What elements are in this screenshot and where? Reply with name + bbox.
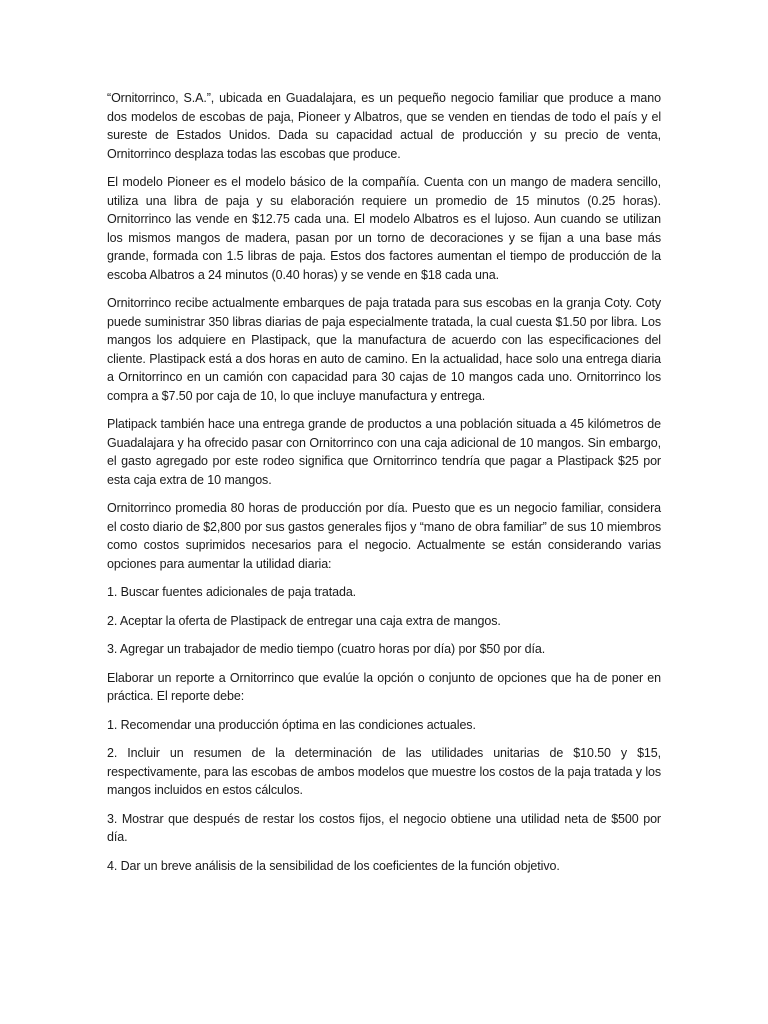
paragraph-platipack-offer: Platipack también hace una entrega grande de productos a una población situada a 45 kilómetros de Guadalajara y ha ofrecido pasar con Ornitorrinco con una caja adicional de 10 mangos. Sin embargo, el gasto agregado por este rodeo significa que Ornitorrinco tendría que pagar a Plastipack $25 por esta caja extra de 10 mangos. [107, 417, 661, 487]
option-item: 3. Agregar un trabajador de medio tiempo (cuatro horas por día) por $50 por día. [107, 642, 546, 656]
paragraph-suppliers: Ornitorrinco recibe actualmente embarques de paja tratada para sus escobas en la granja Coty. Coty puede suministrar 350 libras diarias de paja especialmente tratada, la cual cuesta $1.50 por libra. Los mangos los adquiere en Plastipack, que la manufactura de acuerdo con las especificaciones del cliente. Plastipack está a dos horas en auto de camino. En la actualidad, hace solo una entrega diaria a Ornitorrinco en un camión con capacidad para 30 cajas de 10 mangos cada uno. Ornitorrinco los compra a $7.50 por caja de 10, lo que incluye manufactura y entrega. [107, 296, 661, 403]
paragraph-intro: “Ornitorrinco, S.A.”, ubicada en Guadalajara, es un pequeño negocio familiar que produce a mano dos modelos de escobas de paja, Pioneer y Albatros, que se venden en tiendas de todo el país y el sureste de Estados Unidos. Dada su capacidad actual de producción y su precio de venta, Ornitorrinco desplaza todas las escobas que produce. [107, 91, 661, 161]
paragraph-models: El modelo Pioneer es el modelo básico de la compañía. Cuenta con un mango de madera sencillo, utiliza una libra de paja y su elaboración requiere un promedio de 15 minutos (0.25 horas). Ornitorrinco las vende en $12.75 cada una. El modelo Albatros es el lujoso. Aun cuando se utilizan los mismos mangos de madera, pasan por un torno de decoraciones y se fijan a una base más grande, formada con 1.5 libras de paja. Estos dos factores aumentan el tiempo de producción de la escoba Albatros a 24 minutos (0.40 horas) y se vende en $18 cada una. [107, 175, 661, 282]
option-item: 1. Buscar fuentes adicionales de paja tratada. [107, 585, 357, 599]
report-item: 3. Mostrar que después de restar los costos fijos, el negocio obtiene una utilidad neta de $500 por día. [107, 811, 661, 844]
report-item: 2. Incluir un resumen de la determinación de las utilidades unitarias de $10.50 y $15, respectivamente, para las escobas de ambos modelos que muestre los costos de la paja tratada y los mangos incluidos en estos cálculos. [107, 746, 661, 797]
option-item: 2. Aceptar la oferta de Plastipack de entregar una caja extra de mangos. [107, 613, 501, 628]
document-page [107, 89, 661, 885]
paragraph-report-intro: Elaborar un reporte a Ornitorrinco que evalúe la opción o conjunto de opciones que ha de poner en práctica. El reporte debe: [107, 670, 661, 703]
report-item: 1. Recomendar una producción óptima en las condiciones actuales. [107, 717, 476, 732]
paragraph-production-hours: Ornitorrinco promedia 80 horas de producción por día. Puesto que es un negocio familiar, considera el costo diario de $2,800 por sus gastos generales fijos y “mano de obra familiar” de sus 10 miembros como costos suprimidos necesarios para el negocio. Actualmente se están considerando varias opciones para aumentar la utilidad diaria: [107, 501, 661, 571]
report-item: 4. Dar un breve análisis de la sensibilidad de los coeficientes de la función objetivo. [107, 858, 560, 873]
